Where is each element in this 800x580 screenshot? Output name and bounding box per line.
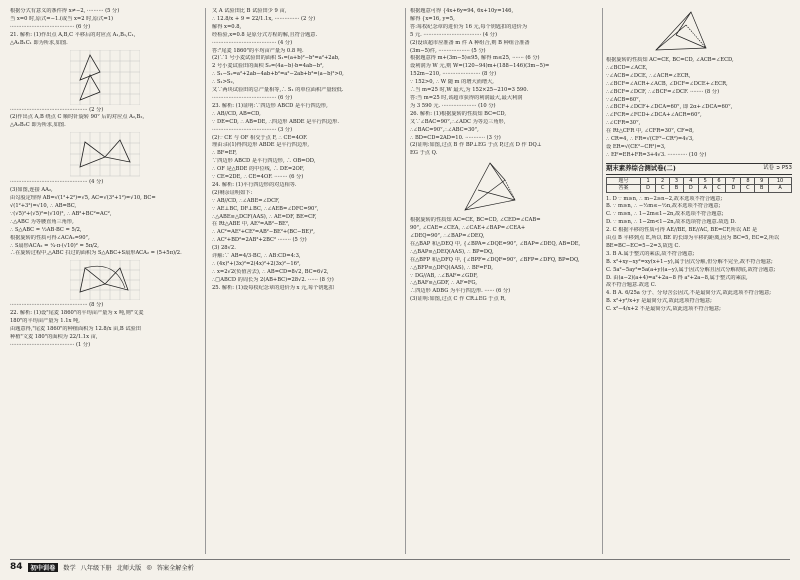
table-cell: 1 [641,177,656,184]
text-line: 由题意得,"尾麦 1860"的种植面积为 12.8/x 亩,B 试验田 [10,326,141,333]
table-cell: 3 [670,177,684,184]
text-line: 90°, ∠CAE=∠CEA, ∴∠CAE+∠BAP=∠CEA+ [410,225,526,232]
text-line: 答:"尾麦 1860"的平均亩产量为 0.8 吨. [212,47,304,54]
text-line: ∴当 m=25 时,W 最大,为 152×25−210=3 590. [410,87,529,94]
table-cell: A [769,185,792,192]
text-line: ··············································· (4 分) [10,179,104,186]
tag-label: 答案全解全析 [156,564,194,572]
text-line: 由点 B 平移到点 E,所以 BE 的长即为平移的距离,因为 BC=5, EC=2,所以 [606,235,780,242]
text-line: ······································· (6 分) [212,94,293,101]
text-line: 种植"文麦 180"的面积为 22/1.1x 亩, [10,333,98,340]
table-cell: 8 [741,177,755,184]
text-line: ∴ BD=CD=2AD=10. ············ (3 分) [410,134,501,141]
text-line: 2. C 根据平移的性质可得 AE//BE, BE//AC, BE=CF,所以 AE 是 [606,227,758,234]
text-line: 详解:∵ AB=4/3·BC, ∴ AB:CD=4:3, [212,253,301,260]
text-line: ∵ DE=CD, ∴ AB=DE, ∴四边形 ABDE 是平行四边形. [212,118,340,125]
text-line: ∵(√5)²+(√5)²=(√10)², ∴ AB²+BC²=AC², [10,210,112,217]
text-line: 5 元. ··································· (4 分) [410,31,497,38]
text-line: D. 由(a−2)(a+4)=a²+2a−8 得 a²+2a−8,属于整式的乘法, [606,274,748,281]
text-line: ∴ x=2√2(负值舍去), ∴ AB=CD=8√2, BC=6√2, [212,268,329,275]
text-line: 根据旋转的性质知 AC=CE, BC=CD, ∠CED=∠CAB= [410,217,541,224]
text-line: 152m−210, ······················· (8 分) [410,71,497,78]
text-line: (2)证明:如图,过点 B 作 BP⊥EG 于点 P,过点 D 作 DQ⊥ [410,142,542,149]
text-line: 在 Rt△ABE 中, AE²=AB²−BE², [212,221,290,228]
text-line: ∴ OF 是△BDE 的中位线, ∴ DE=2OF, [212,166,305,173]
text-line: 4. B A. 6/25a 分子、分母含公因式,不是最简分式,故此选项不符合题意; [606,290,772,297]
text-line: △A₂B₂C 即为所求,如图. [10,122,66,129]
text-line: ··············································· (2 分) [10,106,104,113]
text-line: (3)证明:如图,过点 C 作 CR⊥EG 于点 R, [410,296,506,303]
text-line: ······································· (6 分) [10,23,91,30]
text-line: 3. B A.属于整式的乘法,故不符合题意; [606,250,695,257]
text-line: 25. 解析: (1)设每枚纪念章的进价为 x 元,每个钥匙扣 [212,284,334,291]
text-line: 当 x=0 时,原式=−1.(或当 x=2 时,原式=1) [10,15,114,22]
text-line: ∵∠ACB=60°, [606,96,641,103]
text-line: ∵∠ACB=∠DCE, ∴∠ACR=∠ECR, [606,72,691,79]
text-line: (3)如图,连接 AA₂, [10,187,53,194]
text-line: (2)设该超市应准备 m 件 A 种组合,则 B 种组合准备 [410,39,530,46]
table-row [607,185,792,192]
text-line: B. x²+xy−xy²=xy(x+1−y),属于因式分解,但分解不完全,故不符合题意; [606,258,773,265]
text-line: 根据分式有意义的条件得 x≠−2, ·········· (5 分) [10,8,120,14]
column-divider [602,8,603,554]
page-footer [10,559,790,574]
table-cell: 题号 [607,177,641,184]
text-line: ∴ (4x)²+(3x)²=2(4x)²+2(3x)²−16², [212,261,301,267]
grid-figure-1 [70,50,140,105]
text-line: 理由:由(1)得四边形 ABDE 是平行四边形, [212,142,309,149]
text-line: (2)∵1 号小麦试验田的面积 S₁=(a+b)²−b²=a²+2ab, [212,55,340,62]
table-cell: 10 [769,177,792,184]
text-line: C. 5a²−5ay²=5a(a+y)(a−y),属于因式分解且因式分解彻底,故符合题意; [606,266,776,273]
text-line: ∴ S₁−S₂=a²+2ab−4ab+b²=a²−2ab+b²=(a−b)²>0, [212,71,344,78]
text-line: 2 号小麦试验田的面积 S₂=(4a−b)·b=4ab−b², [212,63,324,70]
text-line: 21. 解析: (1)作出点 A,B,C 平移后的对应点 A₁,B₁,C₁, [10,31,136,38]
text-line: 根据题意可得 {4x+6y=94, 6x+10y=146, [410,8,514,14]
text-line: ······································· (3 分) [212,126,293,133]
text-line: 1. D ∵ m≥n, ∴ m−2≥n−2,故本选项不符合题意; [606,195,723,202]
text-line: ······································· (4 分) [212,39,293,46]
grid-figure-3 [70,260,140,300]
text-line: ∵ 152>0, ∴ W 随 m 的增大而增大, [410,79,494,86]
subject-label: 数学 [63,564,76,572]
section-page-ref: 试卷 ➲ P53 [763,164,792,171]
table-cell: A [698,185,712,192]
text-line: C. x²−4/x+2 不是最简分式,故此选项不符合题意; [606,306,721,313]
text-line: (3) 28√2. [212,245,236,252]
text-line: 解得 {x=16, y=5, [410,15,455,22]
text-line: 26. 解析: (1)根据旋转的性质知 BC=CD, [410,110,506,117]
table-cell: D [641,185,656,192]
column-divider [205,8,206,554]
text-line: 根据题意得 m+(3m−5)≤95, 解得 m≤25, ······· (6 分) [410,55,540,62]
text-line: D. ∵ m≥n, ∴ 1−2m<1−2n,故本选项符合题意.故选 D. [606,219,737,226]
table-cell: 9 [755,177,769,184]
text-line: 根据旋转的性质知 AC=CE, BC=CD, ∠ACB=∠ECD, [606,57,734,63]
text-line: ∵ CE=2DE, ∴ CE=4OF. ········ (6 分) [212,174,304,181]
text-line: 又∵∠BAC=90°,∴∠ADC 为等边三角形, [410,118,506,125]
answer-table [606,177,792,193]
text-line: ∴△ABC 为等腰直角三角形, [10,218,74,225]
text-line: ∴ CR=4, ∴ FR=√(CF²−CR²)=4√3, [606,136,694,143]
text-line: ∴∠BAC=90°,∴∠ABC=30°, [410,126,479,133]
text-line: 在△BAP 和△DEQ 中, {∠BPA=∠DQE=90°, ∠BAP=∠DEQ, AB=DE, [410,240,581,247]
text-line: 设利润为 W 元,则 W=(120−94)m+(188−146)(3m−5)= [410,63,550,70]
column-1 [10,8,200,554]
text-line: 由勾股定理得 AB=√(1²+2²)=√5, AC=√(3²+1²)=√10, BC= [10,195,156,202]
brand-label: 初中训卷 [28,563,59,572]
text-line: 又∵两块试验田的总产量相等,∴ S₁ 的单位面积产量较低. [212,87,344,94]
text-line: B. x²+y²/x+y 是最简分式,故此选项符合题意; [606,298,712,305]
text-line: ∴ AB//CD, AB=CD, [212,110,261,117]
text-line: ∴ S扇形ACA₂ = ¼·π·(√10)² = 5π/2, [10,242,99,249]
text-line: 24. 解析: (1)平行四边形的对边相等. [212,181,297,188]
text-line: (2)∵ CE 与 OF 相交于点 F, ∴ CE=4OF. [212,134,308,141]
text-line: 22. 解析: (1)设"尾麦 1860"的平均亩产量为 x 吨,则"文麦 [10,310,144,317]
text-line: △A₁B₁C₁ 即为所求,如图. [10,39,68,46]
text-line: 又 A 试验田比 B 试验田少 9 亩, [212,8,287,14]
table-cell: 6 [712,177,726,184]
text-line: 在△BFP 和△DFQ 中, {∠BPF=∠DQF=90°, ∠BFP=∠DFQ, BP=DQ, [410,256,580,263]
grade-label: 八年级下册 [80,564,112,572]
text-line: ∵ AE⊥BC, DF⊥BC, ∴∠AEB=∠DFC=90°, [212,205,319,212]
text-line: ∴△ABE≌△DCF(AAS), ∴ AE=DF, BE=CF, [212,213,317,220]
text-line: ∴∠FCR=∠FCD+∠DCA+∠ACR=60°, [606,112,702,119]
table-cell: 4 [683,177,698,184]
text-line: 根据旋转的性质可得∠ACA₂=90°, [10,234,90,241]
table-cell: C [741,185,755,192]
text-line: BE=BC−EC=5−2=3,故选 C. [606,242,680,249]
text-line: ∴四边形 ADBG 为平行四边形. ······ (6 分) [410,288,511,295]
column-divider [405,8,406,554]
text-line: ······································· (1 分) [10,341,91,348]
text-line: ∴□ABCD 的周长为 2(AB+BC)=28√2. ······ (8 分) [212,276,334,283]
text-line: 故不符合题意.故选 C. [606,282,657,289]
text-line: C. ∵ m≥n, ∴ 1−2m≤1−2n,故本选项不符合题意; [606,211,724,218]
table-cell: D [683,185,698,192]
text-line: ∵ DG//AB, ∴∠BAF=∠GDF, [410,272,478,279]
column-3 [410,8,600,554]
table-cell: D [726,185,741,192]
text-line: ∴ AC²=AE²+CE²=AB²−BE²+(BC−BE)², [212,229,315,236]
text-line: (2)作出点 A,B 绕点 C 顺时针旋转 90° 后的对应点 A₂,B₂, [10,114,145,121]
text-line: ∴∠BCD=∠ACE, [606,64,648,71]
text-line: ∴ 12.8/x + 9 = 22/1.1x, ··············· (2 分) [212,15,316,22]
grid-figure-2 [70,132,140,177]
column-4 [606,8,792,554]
text-line: ∴ S₁>S₂, [212,79,235,86]
text-line: 经检验,x=0.8 是原分式方程的解,且符合题意. [212,31,318,38]
text-line: ∴△BFP≌△DFQ(AAS), ∴ BF=FD, [410,264,493,271]
table-cell: C [712,185,726,192]
text-line: ∴∠CFR=30°, [606,120,641,127]
geometry-figure-1 [450,160,530,215]
text-line: ∵四边形 ABCD 是平行四边形, ∴ OB=OD, [212,158,316,165]
geometry-figure-2 [646,10,716,55]
text-line: ∠DEQ=90°, ∴∠BAP=∠DEQ, [410,233,485,240]
circle-icon: ◎ [146,563,152,571]
table-cell: 2 [656,177,670,184]
section-title [606,163,792,175]
text-line: ∴△BAF≌△GDF, ∴ AF=FG, [410,280,478,287]
text-line: EG 于点 Q. [410,150,438,157]
text-line: ∴∠BCF=∠DCF, ∴∠BCF=∠DCF. ········ (8 分) [606,88,720,95]
edition-label: 北师大版 [116,564,142,572]
section-title-text: 期末素养综合测试卷(二) [606,163,676,172]
text-line: ∴在旋转过程中,△ABC 扫过的面积为 S△ABC+S扇形ACA₂ = (5+5π)/2. [10,250,182,257]
text-line: 为 3 590 元. ····················· (10 分) [410,102,496,109]
text-line: ··············································· (8 分) [10,302,104,309]
table-cell: B [755,185,769,192]
text-line: ∴ S△ABC = ½AB·BC = 5/2, [10,226,82,233]
table-cell: 5 [698,177,712,184]
table-row [607,177,792,184]
table-cell: C [656,185,670,192]
text-line: √(1²+3²)=√10, ∴ AB=BC, [10,202,77,209]
table-cell: 答案 [607,185,641,192]
table-cell: B [670,185,684,192]
text-line: 答:每枚纪念章的进价为 16 元,每个钥匙扣的进价为 [410,23,528,30]
text-line: 设 ER=√(CE²−CR²)=3, [606,143,666,150]
text-line: ∴ BF=EF, [212,150,237,157]
text-line: B. ∵ m≥n, ∴ −½m≤−½n,故本选项不符合题意; [606,203,721,210]
table-cell: 7 [726,177,741,184]
text-line: 180"的平均亩产量为 1.1x 吨, [10,318,80,325]
text-line: ∴△BAP≌△DEQ(AAS), ∴ BP=DQ, [410,248,494,255]
page-number: 84 [10,562,23,572]
text-line: ∴ AC²+BD²=2AB²+2BC² ········ (5 分) [212,237,307,244]
column-2 [212,8,402,554]
text-line: ∴∠BCF+∠DCF+∠DCA=60°, 即 2α+∠DCA=60°, [606,104,733,111]
text-line: ∴ EF=ER+FR=3+4√3. ············ (10 分) [606,151,707,158]
text-line: (3m−5)件, ··················· (5 分) [410,47,486,54]
text-line: 在 Rt△CFR 中, ∠CFR=30°, CF=8, [606,128,694,135]
text-line: 23. 解析: (1)证明:∵四边形 ABCD 是平行四边形, [212,102,328,109]
text-line: (2)剩余证明如下: [212,189,253,196]
text-line: 答:当 m=25 时,该超市获得的利润最大,最大利润 [410,94,523,101]
text-line: ∴∠BCF=∠ACR+∠ACB, ∠DCF=∠DCE+∠ECR, [606,80,728,87]
text-line: 解得 x=0.8, [212,23,242,30]
text-line: ∵ AB//CD, ∴∠ABE=∠DCF, [212,197,280,204]
